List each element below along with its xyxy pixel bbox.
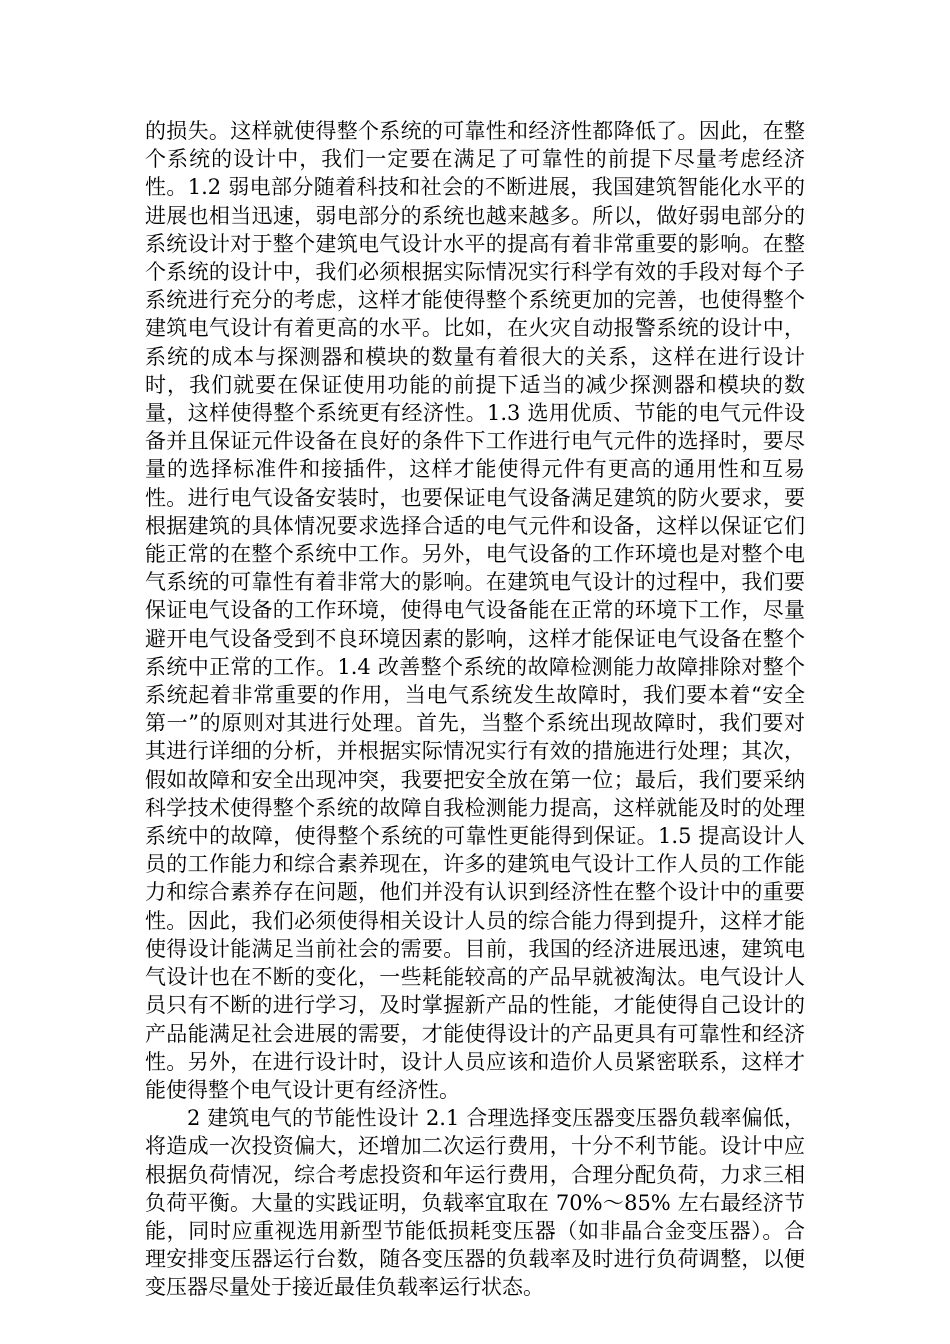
document-body bbox=[145, 117, 805, 1302]
paragraph: 的损失。这样就使得整个系统的可靠性和经济性都降低了。因此，在整个系统的设计中，我们一定要在满足了可靠性的前提下尽量考虑经济性。1.2 弱电部分随着科技和社会的不断进展，我国建筑智能化水平的进展也相当迅速，弱电部分的系统也越来越多。所以，做好弱电部分的系统设计对于整个建筑电气设计水平的提高有着非常重要的影响。在整个系统的设计中，我们必须根据实际情况实行科学有效的手段对每个子系统进行充分的考虑，这样才能使得整个系统更加的完善，也使得整个建筑电气设计有着更高的水平。比如，在火灾自动报警系统的设计中，系统的成本与探测器和模块的数量有着很大的关系，这样在进行设计时，我们就要在保证使用功能的前提下适当的减少探测器和模块的数量，这样使得整个系统更有经济性。1.3 选用优质、节能的电气元件设备并且保证元件设备在良好的条件下工作进行电气元件的选择时，要尽量的选择标准件和接插件，这样才能使得元件有更高的通用性和互易性。进行电气设备安装时，也要保证电气设备满足建筑的防火要求，要根据建筑的具体情况要求选择合适的电气元件和设备，这样以保证它们能正常的在整个系统中工作。另外，电气设备的工作环境也是对整个电气系统的可靠性有着非常大的影响。在建筑电气设计的过程中，我们要保证电气设备的工作环境，使得电气设备能在正常的环境下工作，尽量避开电气设备受到不良环境因素的影响，这样才能保证电气设备在整个系统中正常的工作。1.4 改善整个系统的故障检测能力故障排除对整个系统起着非常重要的作用，当电气系统发生故障时，我们要本着“安全第一”的原则对其进行处理。首先，当整个系统出现故障时，我们要对其进行详细的分析，并根据实际情况实行有效的措施进行处理；其次，假如故障和安全出现冲突，我要把安全放在第一位；最后，我们要采纳科学技术使得整个系统的故障自我检测能力提高，这样就能及时的处理系统中的故障，使得整个系统的可靠性更能得到保证。1.5 提高设计人员的工作能力和综合素养现在，许多的建筑电气设计工作人员的工作能力和综合素养存在问题，他们并没有认识到经济性在整个设计中的重要性。因此，我们必须使得相关设计人员的综合能力得到提升，这样才能使得设计能满足当前社会的需要。目前，我国的经济进展迅速，建筑电气设计也在不断的变化，一些耗能较高的产品早就被淘汰。电气设计人员只有不断的进行学习，及时掌握新产品的性能，才能使得自己设计的产品能满足社会进展的需要，才能使得设计的产品更具有可靠性和经济性。另外，在进行设计时，设计人员应该和造价人员紧密联系，这样才能使得整个电气设计更有经济性。 bbox=[145, 119, 805, 1102]
paragraph: 2 建筑电气的节能性设计 2.1 合理选择变压器变压器负载率偏低，将造成一次投资偏大，还增加二次运行费用，十分不利节能。设计中应根据负荷情况，综合考虑投资和年运行费用，合理分配负荷，力求三相负荷平衡。大量的实践证明，负载率宜取在 70%～85% 左右最经济节能，同时应重视选用新型节能低损耗变压器（如非晶合金变压器）。合理安排变压器运行台数，随各变压器的负载率及时进行负荷调整，以便变压器尽量处于接近最佳负载率运行状态。 bbox=[145, 1106, 805, 1300]
